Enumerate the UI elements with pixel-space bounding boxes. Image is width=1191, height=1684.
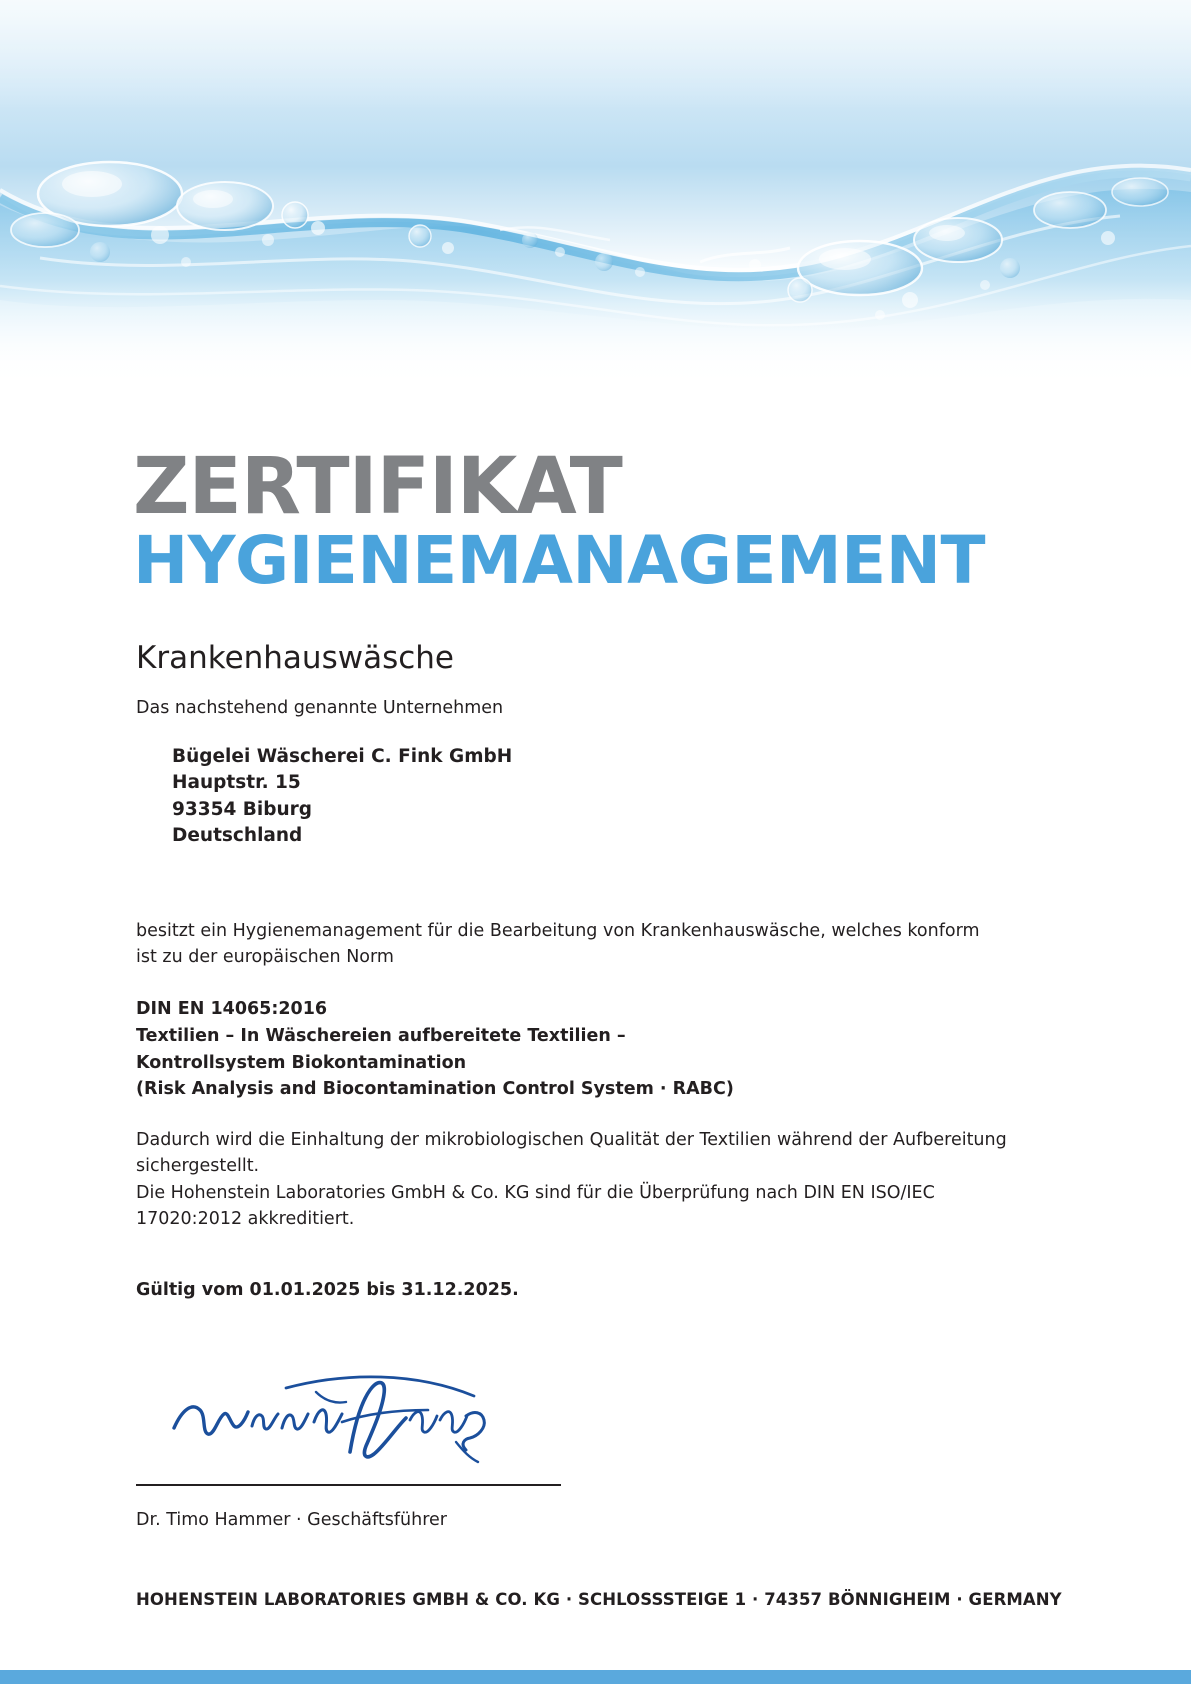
title-zertifikat: ZERTIFIKAT <box>133 442 622 532</box>
certificate-body <box>0 390 1191 1530</box>
company-street: Hauptstr. 15 <box>172 772 301 794</box>
certificate-subject: Krankenhauswäsche <box>136 639 454 676</box>
conformity-text: besitzt ein Hygienemanagement für die Bearbeitung von Krankenhauswäsche, welches konform ist zu der europäischen Norm <box>136 920 980 967</box>
company-name: Bügelei Wäscherei C. Fink GmbH <box>172 745 513 767</box>
company-country: Deutschland <box>172 825 303 847</box>
signature-image <box>166 1366 496 1476</box>
norm-line-3: Kontrollsystem Biokontamination <box>136 1052 467 1073</box>
validity-text: Gültig vom 01.01.2025 bis 31.12.2025. <box>136 1280 519 1301</box>
signature-line <box>136 1484 561 1486</box>
intro-text: Das nachstehend genannte Unternehmen <box>136 697 504 718</box>
signer-name: Dr. Timo Hammer · Geschäftsführer <box>136 1510 447 1531</box>
water-graphic <box>0 0 1191 390</box>
footer-accent-bar <box>0 1670 1191 1684</box>
footer-address: HOHENSTEIN LABORATORIES GMBH & CO. KG · SCHLOSSSTEIGE 1 · 74357 BÖNNIGHEIM · GERMANY <box>136 1590 1062 1609</box>
footer <box>0 1590 1191 1609</box>
company-city: 93354 Biburg <box>172 798 313 820</box>
quality-line-2: Die Hohenstein Laboratories GmbH & Co. KG sind für die Überprüfung nach DIN EN ISO/IEC 17020:2012 akkreditiert. <box>136 1182 935 1229</box>
quality-line-1: Dadurch wird die Einhaltung der mikrobiologischen Qualität der Textilien während der Aufbereitung sichergestellt. <box>136 1130 1007 1177</box>
norm-line-1: DIN EN 14065:2016 <box>136 999 328 1020</box>
signature-block <box>136 1366 586 1496</box>
quality-text <box>136 1127 1036 1232</box>
water-header-image <box>0 0 1191 390</box>
norm-line-2: Textilien – In Wäschereien aufbereitete Textilien – <box>136 1025 626 1046</box>
title-hygienemanagement <box>133 521 1191 599</box>
title-hygiene-part: HYGIENE <box>133 521 457 599</box>
company-address <box>172 744 1191 850</box>
norm-block <box>136 996 1191 1103</box>
certificate-title <box>133 442 1191 599</box>
norm-line-4: (Risk Analysis and Biocontamination Control System · RABC) <box>136 1079 734 1100</box>
title-management-part: MANAGEMENT <box>456 521 986 599</box>
